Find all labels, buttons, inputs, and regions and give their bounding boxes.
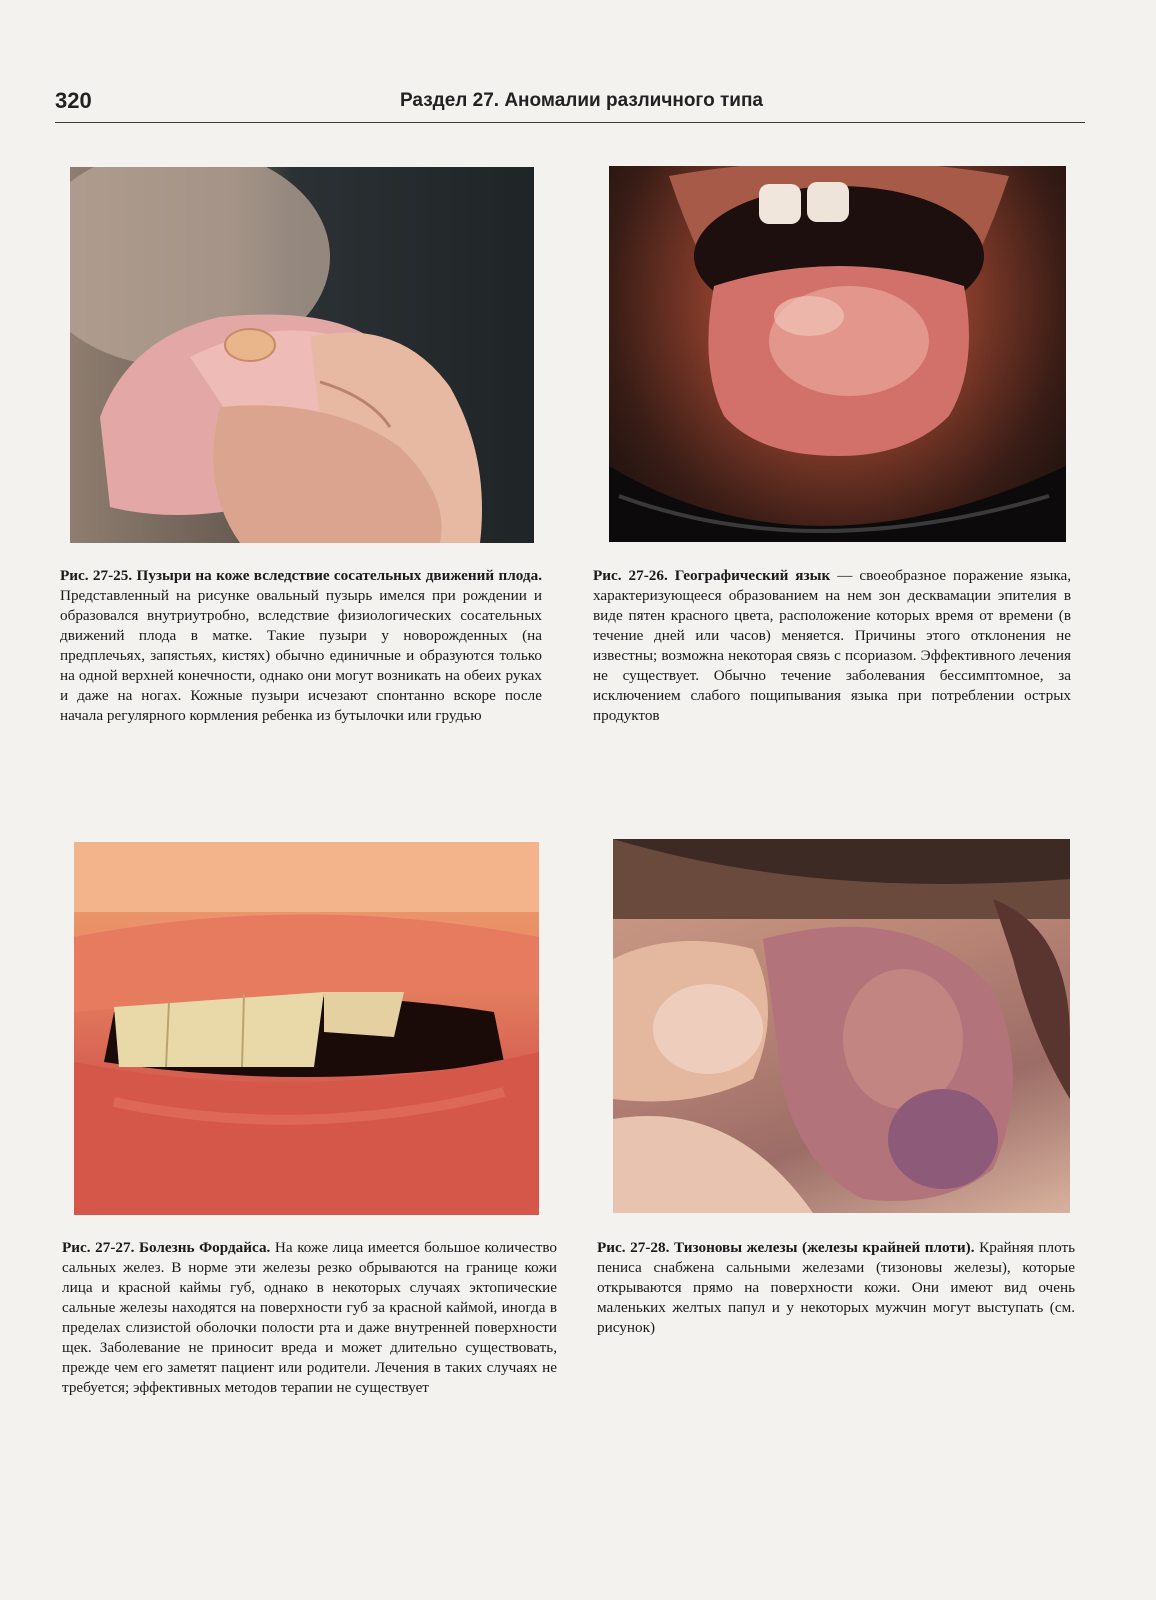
figure-title: Географический язык	[674, 567, 831, 584]
caption-fig-27-25	[60, 566, 542, 726]
figure-title: Тизоновы железы (железы крайней плоти).	[673, 1239, 975, 1256]
figure-body: — своеобразное поражение языка, характеризующееся образованием на нем зон десквамации эпителия в виде пятен красного цвета, расположение которых время от времени (в течение дней или часов) меняется. Причины этого отклонения не известны; возможна некоторая связь с псориазом. Эффективного лечения не существует. Обычно течение заболевания бессимптомное, за исключением слабого пощипывания языка при потреблении острых продуктов	[593, 567, 1072, 724]
figure-label: Рис. 27-25.	[60, 567, 133, 584]
figure-body: На коже лица имеется большое количество сальных желез. В норме эти железы резко обрываются на границе кожи лица и красной каймы губ, однако в некоторых случаях эктопические сальные железы находятся на поверхности губ за красной каймой, иногда в пределах слизистой оболочки полости рта и даже внутренней поверхности щек. Заболевание не приносит вреда и может длительно существовать, прежде чем его заметят пациент или родители. Лечения в таких случаях не требуется; эффективных методов терапии не существует	[62, 1239, 558, 1396]
caption-fig-27-28	[597, 1238, 1075, 1338]
photo-newborn-hand-blister	[70, 167, 534, 543]
caption-fig-27-26	[593, 566, 1071, 726]
figure-label: Рис. 27-27.	[62, 1239, 135, 1256]
photo-geographic-tongue	[609, 166, 1066, 542]
figure-body: Крайняя плоть пениса снабжена сальными железами (тизоновы железы), которые открываются прямо на поверхности кожи. Они имеют вид очень маленьких желтых папул и у некоторых мужчин могут выступать (см. рисунок)	[597, 1239, 1076, 1336]
figure-title: Болезнь Фордайса.	[138, 1239, 271, 1256]
section-title: Раздел 27. Аномалии различного типа	[400, 90, 764, 111]
photo-fordyce-lips	[74, 842, 539, 1215]
figure-label: Рис. 27-28.	[597, 1239, 670, 1256]
figure-body: Представленный на рисунке овальный пузырь имелся при рождении и образовался внутриутробно, вследствие физиологических сосательных движений плода в матке. Такие пузыри у новорожденных (на предплечьях, запястьях, кистях) обычно единичные и образуются только на одной верхней конечности, однако они могут возникать на обеих руках и даже на ногах. Кожные пузыри исчезают спонтанно вскоре после начала регулярного кормления ребенка из бутылочки или грудью	[60, 587, 542, 724]
figure-title: Пузыри на коже вследствие сосательных движений плода.	[136, 567, 543, 584]
figure-label: Рис. 27-26.	[593, 567, 668, 584]
photo-tyson-glands	[613, 839, 1070, 1213]
running-header	[55, 88, 1085, 123]
caption-fig-27-27	[62, 1238, 557, 1398]
page-number: 320	[55, 88, 92, 113]
